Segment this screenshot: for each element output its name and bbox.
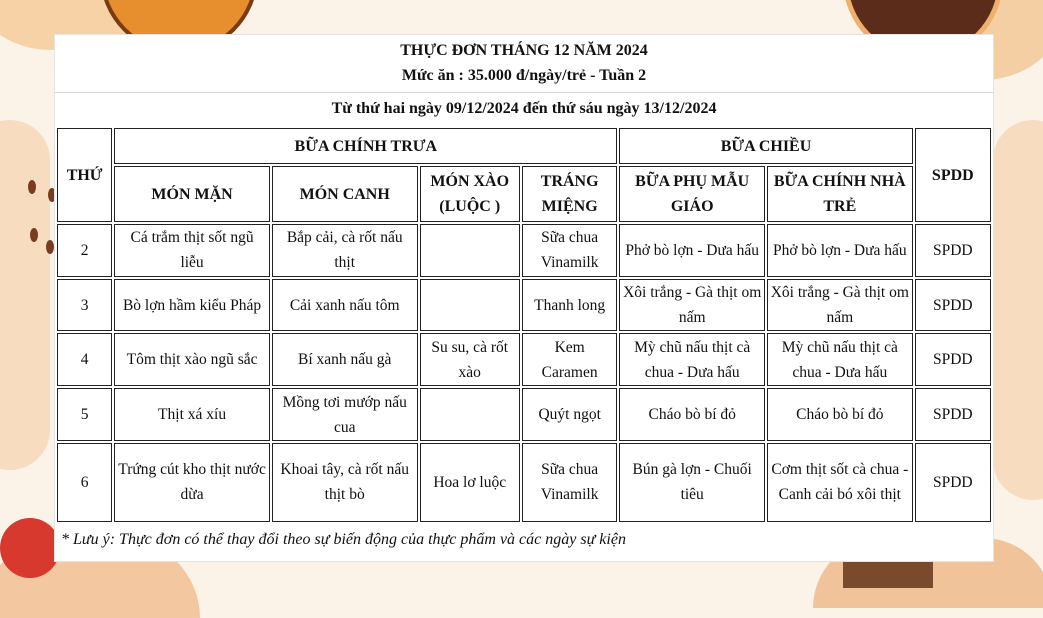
cell-dessert: Quýt ngọt	[522, 388, 617, 441]
cell-kindergarten-snack: Xôi trắng - Gà thịt om nấm	[619, 279, 765, 332]
menu-table	[55, 126, 993, 524]
cell-nursery-main: Phở bò lợn - Dưa hấu	[767, 224, 913, 277]
cell-nursery-main: Mỳ chũ nấu thịt cà chua - Dưa hấu	[767, 333, 913, 386]
header-nursery-main: BỮA CHÍNH NHÀ TRẺ	[767, 166, 913, 222]
decorative-dot	[46, 240, 54, 254]
cell-dessert: Sữa chua Vinamilk	[522, 443, 617, 522]
header-lunch-group: BỮA CHÍNH TRƯA	[114, 128, 617, 164]
cell-spdd: SPDD	[915, 388, 991, 441]
date-range: Từ thứ hai ngày 09/12/2024 đến thứ sáu ngày 13/12/2024	[331, 100, 717, 117]
cell-main-dish: Trứng cút kho thịt nước dừa	[114, 443, 270, 522]
header-kindergarten-snack: BỮA PHỤ MẪU GIÁO	[619, 166, 765, 222]
cell-main-dish: Tôm thịt xào ngũ sắc	[114, 333, 270, 386]
header-main-dish: MÓN MẶN	[114, 166, 270, 222]
menu-sheet	[54, 34, 994, 562]
cell-spdd: SPDD	[915, 443, 991, 522]
cell-day: 2	[57, 224, 112, 277]
cell-kindergarten-snack: Phở bò lợn - Dưa hấu	[619, 224, 765, 277]
page-title: THỰC ĐƠN THÁNG 12 NĂM 2024	[400, 42, 648, 59]
cell-kindergarten-snack: Mỳ chũ nấu thịt cà chua - Dưa hấu	[619, 333, 765, 386]
cell-dessert: Sữa chua Vinamilk	[522, 224, 617, 277]
cell-stir-fry: Su su, cà rốt xào	[420, 333, 520, 386]
cell-soup: Mồng tơi mướp nấu cua	[272, 388, 418, 441]
header-stir-fry: MÓN XÀO (LUỘC )	[420, 166, 520, 222]
cell-nursery-main: Cơm thịt sốt cà chua - Canh cải bó xôi thịt	[767, 443, 913, 522]
cell-spdd: SPDD	[915, 279, 991, 332]
header-soup: MÓN CANH	[272, 166, 418, 222]
header-dessert: TRÁNG MIỆNG	[522, 166, 617, 222]
cell-day: 4	[57, 333, 112, 386]
header-spdd: SPDD	[915, 128, 991, 222]
cell-day: 5	[57, 388, 112, 441]
decorative-dot	[30, 228, 38, 242]
cell-main-dish: Bò lợn hầm kiểu Pháp	[114, 279, 270, 332]
table-row	[57, 224, 991, 277]
footnote: * Lưu ý: Thực đơn có thể thay đổi theo sự biến động của thực phẩm và các ngày sự kiện	[61, 531, 626, 548]
cell-main-dish: Cá trắm thịt sốt ngũ liễu	[114, 224, 270, 277]
background-decoration	[0, 120, 50, 470]
cell-soup: Bắp cải, cà rốt nấu thịt	[272, 224, 418, 277]
cell-stir-fry	[420, 388, 520, 441]
cell-day: 3	[57, 279, 112, 332]
divider	[55, 92, 993, 93]
cell-dessert: Kem Caramen	[522, 333, 617, 386]
table-row	[57, 333, 991, 386]
header-afternoon-group: BỮA CHIỀU	[619, 128, 912, 164]
background-decoration	[993, 120, 1043, 500]
cell-stir-fry	[420, 224, 520, 277]
table-row	[57, 388, 991, 441]
cell-day: 6	[57, 443, 112, 522]
cell-kindergarten-snack: Bún gà lợn - Chuối tiêu	[619, 443, 765, 522]
cell-soup: Cải xanh nấu tôm	[272, 279, 418, 332]
cell-kindergarten-snack: Cháo bò bí đỏ	[619, 388, 765, 441]
cell-stir-fry	[420, 279, 520, 332]
decorative-dot	[28, 180, 36, 194]
cell-soup: Bí xanh nấu gà	[272, 333, 418, 386]
cell-main-dish: Thịt xá xíu	[114, 388, 270, 441]
cell-dessert: Thanh long	[522, 279, 617, 332]
cell-spdd: SPDD	[915, 224, 991, 277]
table-row	[57, 279, 991, 332]
cell-nursery-main: Cháo bò bí đỏ	[767, 388, 913, 441]
cell-nursery-main: Xôi trắng - Gà thịt om nấm	[767, 279, 913, 332]
cell-stir-fry: Hoa lơ luộc	[420, 443, 520, 522]
cell-soup: Khoai tây, cà rốt nấu thịt bò	[272, 443, 418, 522]
cell-spdd: SPDD	[915, 333, 991, 386]
header-day: THỨ	[57, 128, 112, 222]
page-subtitle: Mức ăn : 35.000 đ/ngày/trẻ - Tuần 2	[401, 67, 647, 84]
hotdog-illustration	[0, 518, 60, 578]
table-row	[57, 443, 991, 522]
